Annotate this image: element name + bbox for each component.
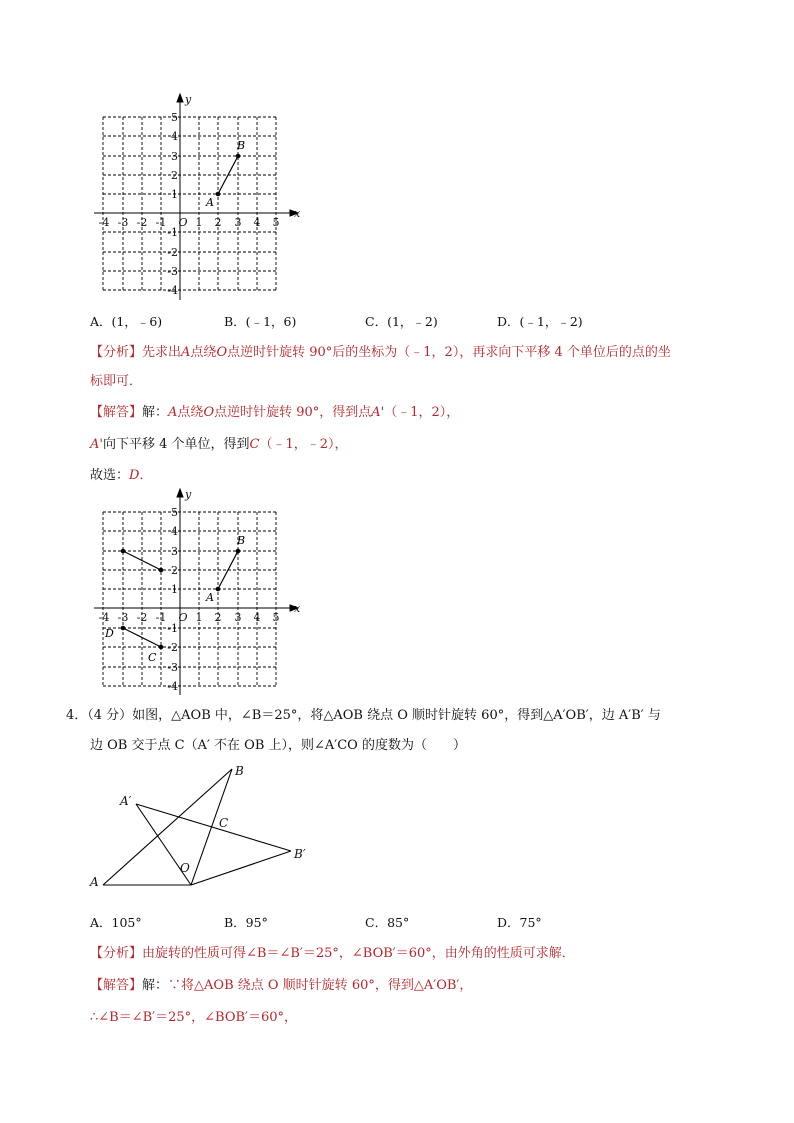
label-b: B (237, 139, 246, 152)
point-rotated-a (159, 568, 164, 573)
point-d (121, 626, 126, 631)
label-d: D (105, 627, 114, 640)
option-a[interactable]: A．(1，﹣6) (90, 314, 163, 329)
point-a (216, 192, 221, 197)
label-a: A (206, 196, 214, 209)
option-d[interactable]: D．(﹣1，﹣2) (497, 314, 583, 329)
x-tick: -3 (117, 611, 129, 624)
x-tick: -2 (136, 611, 148, 624)
point-a (216, 587, 221, 592)
y-axis-label: y (185, 488, 192, 501)
option-b[interactable]: B．(﹣1，6) (224, 314, 297, 329)
y-tick: 2 (171, 564, 178, 577)
y-tick: 5 (171, 111, 178, 124)
x-tick: 3 (234, 611, 242, 624)
label-a: A (90, 875, 99, 889)
q4-stem-line-1: 4．（4 分）如图，△AOB 中，∠B＝25°，将△AOB 绕点 O 顺时针旋转 60°，得到△A′OB′，边 A′B′ 与 (66, 708, 661, 723)
q4-option-a[interactable]: A．105° (90, 915, 142, 930)
x-tick-labels (99, 216, 280, 229)
origin-label: O (178, 611, 188, 624)
label-b: B (235, 764, 244, 778)
y-tick: 1 (171, 188, 178, 201)
y-tick: 2 (171, 169, 178, 182)
q3-solution-line-2: A'向下平移 4 个单位，得到C（﹣1，﹣2）， (90, 437, 348, 452)
x-tick: 3 (234, 216, 242, 229)
label-b: B (237, 534, 246, 547)
x-tick: 2 (214, 611, 222, 624)
y-tick: 4 (171, 130, 178, 143)
x-tick: -1 (155, 611, 167, 624)
q3-analysis-line-2: 标即可． (90, 374, 143, 389)
y-axis-arrow-icon (177, 94, 183, 102)
x-tick: -3 (117, 216, 129, 229)
q4-option-c[interactable]: C．85° (365, 915, 410, 930)
y-tick: 3 (171, 545, 178, 558)
y-tick: 4 (171, 525, 178, 538)
y-axis-arrow-icon (177, 489, 183, 497)
x-tick: 4 (253, 611, 261, 624)
x-axis-label: x (294, 207, 301, 220)
x-tick: 5 (272, 216, 280, 229)
x-tick: 1 (195, 216, 203, 229)
label-o: O (180, 861, 190, 875)
label-c: C (148, 651, 157, 664)
analysis-tag: 【分析】 (90, 946, 143, 961)
x-axis-label: x (294, 602, 301, 615)
edge-ob-prime (191, 851, 291, 885)
q4-option-d[interactable]: D．75° (497, 915, 542, 930)
solution-tag: 【解答】 (90, 978, 143, 993)
q4-stem-line-2: 边 OB 交于点 C（A′ 不在 OB 上），则∠A′CO 的度数为（ ） (90, 738, 466, 753)
x-tick: -1 (155, 216, 167, 229)
label-c: C (219, 816, 229, 830)
y-tick-labels (167, 111, 178, 297)
x-tick-labels (99, 611, 280, 624)
coordinate-graph-1 (88, 92, 302, 304)
y-tick: -3 (167, 661, 178, 674)
analysis-tag: 【分析】 (90, 345, 143, 360)
label-a: A (206, 591, 214, 604)
y-tick: -2 (167, 641, 178, 654)
q4-option-b[interactable]: B．95° (224, 915, 268, 930)
y-tick: -2 (167, 246, 178, 259)
y-tick: -3 (167, 265, 178, 278)
point-rotated-b (121, 549, 126, 554)
q4-solution-line-1: 【解答】解：∵将△AOB 绕点 O 顺时针旋转 60°，得到△A′OB′， (90, 978, 473, 993)
q3-solution-line-3: 故选：D． (90, 468, 153, 483)
grid-1 (103, 117, 276, 290)
y-tick: 3 (171, 150, 178, 163)
x-tick: -2 (136, 216, 148, 229)
x-tick: -4 (98, 611, 110, 624)
point-c (159, 645, 164, 650)
y-tick: 1 (171, 583, 178, 596)
point-b (236, 154, 241, 159)
q3-analysis-line-1: 【分析】先求出A点绕O点逆时针旋转 90°后的坐标为（﹣1，2），再求向下平移 4 个单位后的点的坐 (90, 345, 671, 360)
x-tick: 5 (272, 611, 280, 624)
solution-tag: 【解答】 (90, 405, 143, 420)
y-tick: -4 (167, 284, 178, 297)
y-tick: 5 (171, 506, 178, 519)
y-tick-labels (167, 506, 178, 693)
y-tick: -4 (167, 680, 178, 693)
option-c[interactable]: C．(1，﹣2) (365, 314, 438, 329)
edge-a-prime-b-prime (136, 804, 291, 851)
label-b-prime: B′ (294, 847, 306, 861)
y-tick: -1 (167, 226, 178, 239)
coordinate-graph-2 (88, 487, 302, 699)
q4-analysis: 【分析】由旋转的性质可得∠B＝∠B′＝25°，∠BOB′＝60°，由外角的性质可求解． (90, 946, 575, 961)
y-axis-label: y (185, 93, 192, 106)
x-tick: 2 (214, 216, 222, 229)
point-b (236, 549, 241, 554)
label-a-prime: A′ (120, 794, 132, 808)
grid-2 (103, 512, 276, 686)
x-tick: -4 (98, 216, 110, 229)
origin-label: O (178, 216, 188, 229)
rotation-triangle-figure (85, 760, 315, 889)
y-tick: -1 (167, 622, 178, 635)
x-tick: 4 (253, 216, 261, 229)
q3-solution-line-1: 【解答】解：A点绕O点逆时针旋转 90°，得到点A'（﹣1，2）， (90, 405, 460, 420)
q4-solution-line-2: ∴∠B＝∠B′＝25°，∠BOB′＝60°， (90, 1010, 298, 1025)
x-tick: 1 (195, 611, 203, 624)
